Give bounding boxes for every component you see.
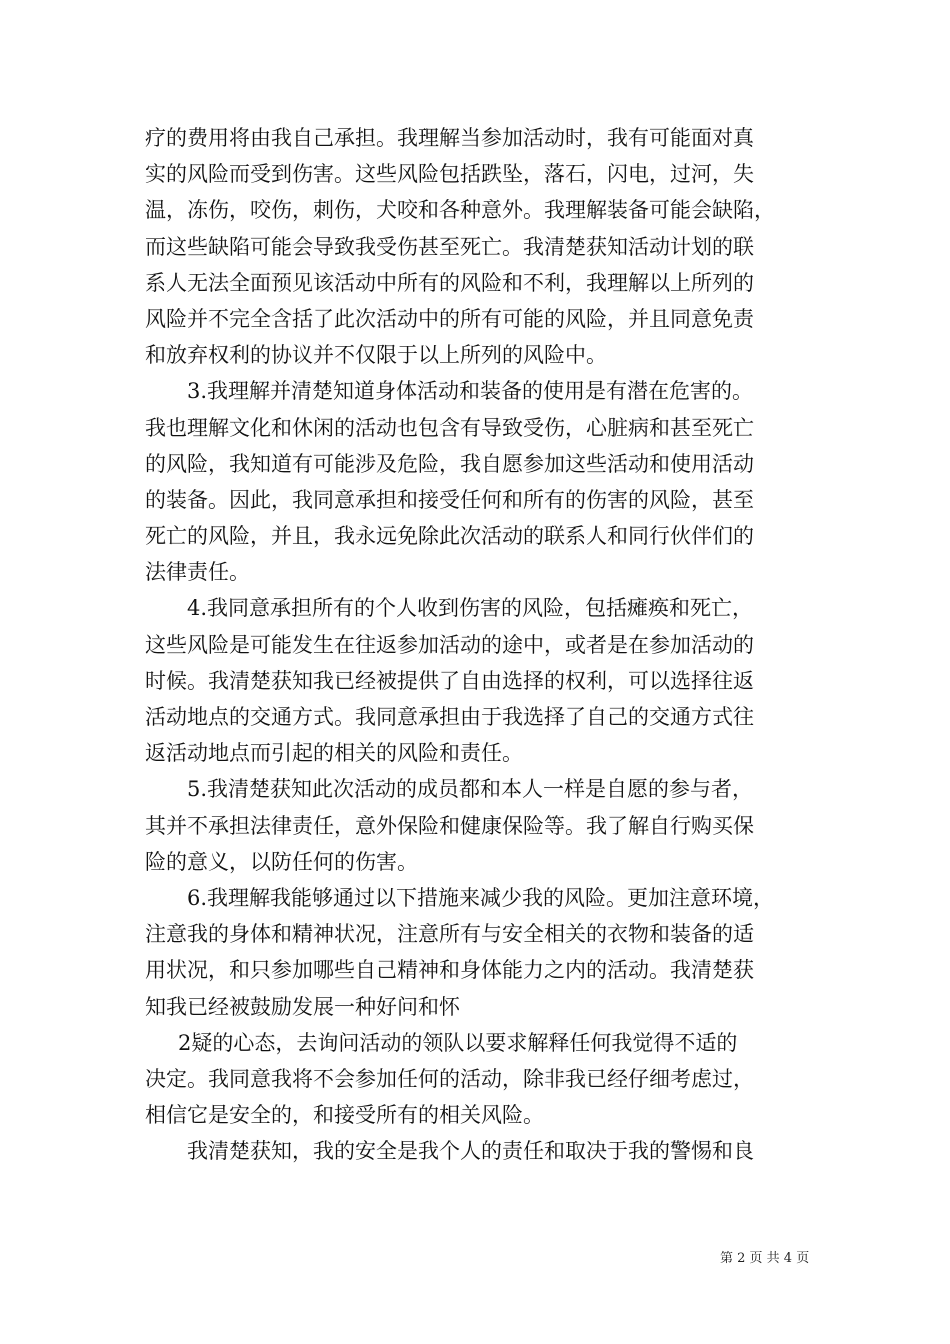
text-line: 5.我清楚获知此次活动的成员都和本人一样是自愿的参与者， <box>187 777 754 802</box>
text-line: 决定。我同意我将不会参加任何的活动，除非我已经仔细考虑过， <box>145 1066 754 1091</box>
page-number: 第 2 页 共 4 页 <box>720 1251 810 1266</box>
text-line: 2疑的心态，去询问活动的领队以要求解释任何我觉得不适的 <box>178 1030 738 1055</box>
text-line: 返活动地点而引起的相关的风险和责任。 <box>145 741 523 766</box>
text-line: 风险并不完全含括了此次活动中的所有可能的风险，并且同意免责 <box>145 306 754 331</box>
text-line: 注意我的身体和精神状况，注意所有与安全相关的衣物和装备的适 <box>145 922 754 947</box>
text-line: 和放弃权利的协议并不仅限于以上所列的风险中。 <box>145 343 607 368</box>
document-body <box>145 120 815 1169</box>
text-line: 用状况，和只参加哪些自己精神和身体能力之内的活动。我清楚获 <box>145 958 754 983</box>
text-line: 法律责任。 <box>145 560 250 585</box>
text-line: 的装备。因此，我同意承担和接受任何和所有的伤害的风险，甚至 <box>145 487 754 512</box>
text-line: 我也理解文化和休闲的活动也包含有导致受伤，心脏病和甚至死亡 <box>145 415 754 440</box>
text-line: 系人无法全面预见该活动中所有的风险和不利，我理解以上所列的 <box>145 270 754 295</box>
text-line: 时候。我清楚获知我已经被提供了自由选择的权利，可以选择往返 <box>145 668 754 693</box>
text-line: 疗的费用将由我自己承担。我理解当参加活动时，我有可能面对真 <box>145 126 754 150</box>
text-line: 其并不承担法律责任，意外保险和健康保险等。我了解自行购买保 <box>145 813 754 838</box>
text-line: 而这些缺陷可能会导致我受伤甚至死亡。我清楚获知活动计划的联 <box>145 234 754 259</box>
text-line: 3.我理解并清楚知道身体活动和装备的使用是有潜在危害的。 <box>187 379 754 404</box>
text-line: 知我已经被鼓励发展一种好问和怀 <box>145 994 460 1019</box>
text-line: 温，冻伤，咬伤，刺伤，犬咬和各种意外。我理解装备可能会缺陷， <box>145 198 775 223</box>
text-line: 险的意义，以防任何的伤害。 <box>145 849 418 874</box>
text-line: 6.我理解我能够通过以下措施来减少我的风险。更加注意环境， <box>187 885 775 910</box>
text-line: 的风险，我知道有可能涉及危险，我自愿参加这些活动和使用活动 <box>145 451 754 476</box>
text-line: 死亡的风险，并且，我永远免除此次活动的联系人和同行伙伴们的 <box>145 524 754 549</box>
text-line: 这些风险是可能发生在往返参加活动的途中，或者是在参加活动的 <box>145 632 754 657</box>
text-line: 4.我同意承担所有的个人收到伤害的风险，包括瘫痪和死亡， <box>187 596 754 621</box>
text-line: 相信它是安全的，和接受所有的相关风险。 <box>145 1103 544 1128</box>
text-line: 实的风险而受到伤害。这些风险包括跌坠，落石，闪电，过河，失 <box>145 162 754 187</box>
text-line: 我清楚获知，我的安全是我个人的责任和取决于我的警惕和良 <box>187 1139 754 1164</box>
text-line: 活动地点的交通方式。我同意承担由于我选择了自己的交通方式往 <box>145 705 754 729</box>
